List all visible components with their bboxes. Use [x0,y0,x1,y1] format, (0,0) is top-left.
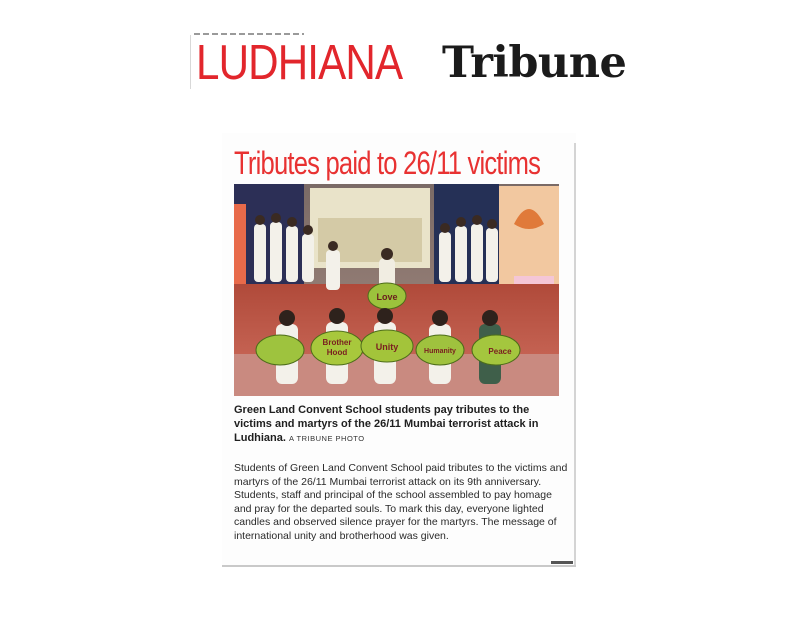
masthead [190,33,640,93]
article-headline: Tributes paid to 26/11 victims [234,145,541,181]
photo-sign-brotherhood-label-2: Hood [326,348,348,357]
caption-text: Green Land Convent School students pay tributes to the victims and martyrs of the 26/11 Mumbai terrorist attack in Ludhiana. [234,404,539,444]
clipping-shadow-right [574,143,576,567]
photo-caption [234,403,564,446]
photo-sign-unity-label: Unity [375,342,399,352]
masthead-paper-name: Tribune [442,38,627,88]
article-body: Students of Green Land Convent School paid tributes to the victims and martyrs of the 26/11 Mumbai terrorist attack on its 9th anniversary. Students, staff and principal of the school assembled to pay homage and pray for the departed souls. To mark this day, everyone lighted candles and observed silence prayer for the martyrs. The message of international unity and brotherhood was given. [234,462,568,542]
masthead-city: LUDHIANA [196,36,403,90]
article-photo [234,184,559,396]
photo-left-banner [234,204,246,294]
photo-sign-1 [256,335,304,365]
clipping-shadow-bottom [222,565,576,567]
masthead-edge [190,35,191,89]
photo-credit: A TRIBUNE PHOTO [289,434,365,443]
photo-sign-peace-label: Peace [488,347,512,356]
page-folio-mark [551,561,573,564]
photo-sign-brotherhood-label: Brother [322,338,352,347]
news-clipping [222,133,576,567]
photo-sign-humanity-label: Humanity [424,348,456,355]
photo-sign-love-label: Love [376,292,398,302]
